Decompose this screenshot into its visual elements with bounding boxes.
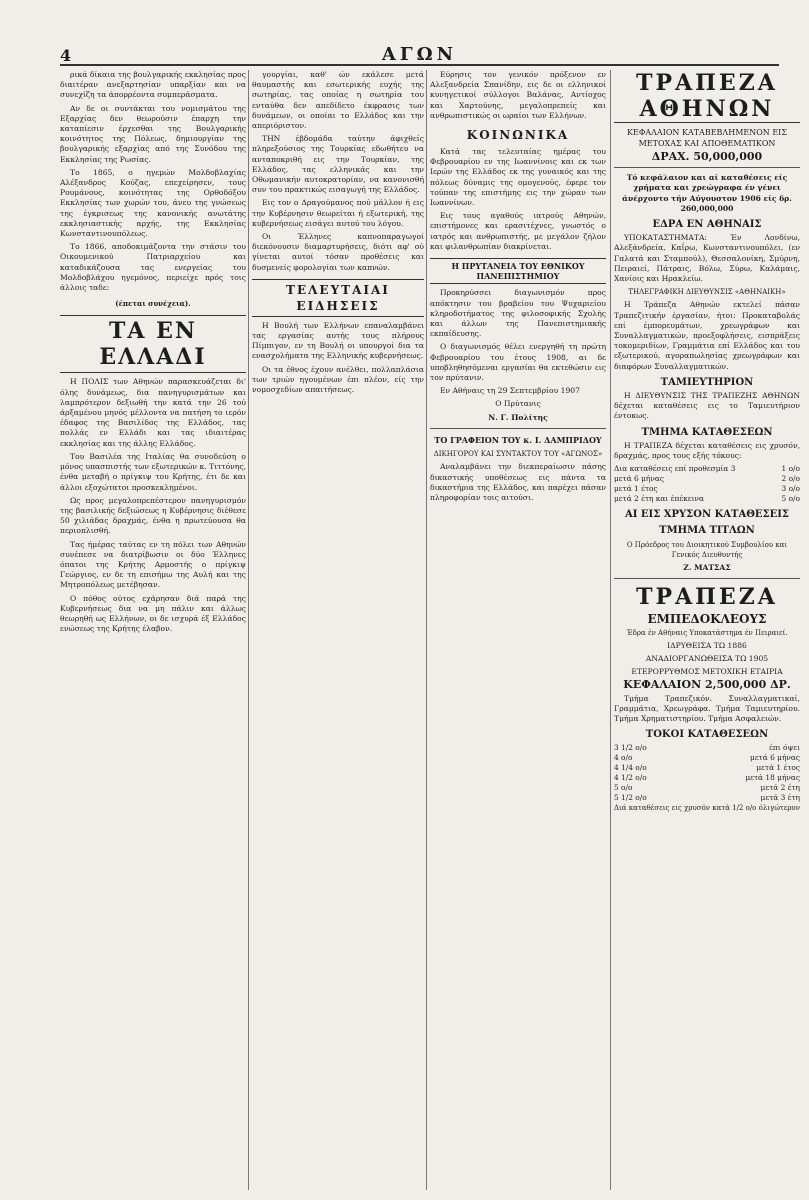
bank-athens-title: ΤΡΑΠΕΖΑ ΑΘΗΝΩΝ — [614, 70, 800, 123]
column-divider — [426, 70, 427, 1190]
paragraph: Το 1865, ο ηγεμών Μολδοβλαχίας Αλέξανδρος Κούζας, επεχείρησεν, τους Ρουμάνους, κοινότητας της Ορθοδόξου Εκκλησίας των χωρών του, άνευ της γνώσεως της έγκρισεως της κανονικής ανωτάτης εκκλησιαστικής αρχής, της Εκκλησίας Κωνσταντινουπόλεως. — [60, 167, 246, 239]
notice-heading: Η ΠΡΥΤΑΝΕΙΑ ΤΟΥ ΕΘΝΙΚΟΥ ΠΑΝΕΠΙΣΤΗΜΙΟΥ — [430, 258, 606, 284]
paragraph: Η ΤΡΑΠΕΖΑ δέχεται καταθέσεις εις χρυσόν, δραχμάς, προς τους εξής τόκους: — [614, 440, 800, 461]
bank-director: Ζ. ΜΑΤΣΑΣ — [683, 563, 731, 573]
bank-closing: Ο Πρόεδρος του Διοικητικού Συμβουλίου και Γενικός Διευθυντής — [626, 540, 788, 559]
paragraph: Η ΔΙΕΥΘΥΝΣΙΣ ΤΗΣ ΤΡΑΠΕΖΗΣ ΑΘΗΝΩΝ δέχεται καταθέσεις εις το Ταμιευτήριον έντοκως. — [614, 391, 800, 421]
header-rule — [60, 64, 779, 66]
paragraph: Η Βουλή των Ελλήνων επαναλαμβάνει τας εργασίας αυτής τους πλήρους Πίμπιγον, εν τη Βουλή οι υπουργοί δια τα ενασχολήματα της Ελληνικής κυβερνήσεως. — [252, 320, 424, 361]
bank-telegraph: ΤΗΛΕΓΡΑΦΙΚΗ ΔΙΕΥΘΥΝΣΙΣ «ΑΘΗΝΑΙΚΗ» — [628, 288, 786, 297]
paragraph: Του Βασιλέα της Ιταλίας θα συνοδεύση ο μόνος υπασπιστής των εξωτερικών κ. Τιττόνης, ένθα μεταβή ο πρίγκιψ του Κρήτης, έτι δε και άλλοι εξοχώτατοι προσκεκλημένοι. — [60, 451, 246, 492]
bank2-footer: Διά καταθέσεις εις χρυσόν κατά 1/2 ο/ο όλιγώτερον — [614, 804, 800, 813]
titles-heading: ΤΜΗΜΑ ΤΙΤΛΩΝ — [659, 525, 755, 537]
column-4-ads — [614, 70, 800, 1190]
section-heading: ΤΕΛΕΥΤΑΙΑΙ ΕΙΔΗΣΕΙΣ — [252, 279, 424, 317]
rate-row: μετά 6 μήνας 2 ο/ο — [614, 474, 800, 484]
paragraph: ρικά δίκαια της βουλγαρικής εκκλησίας προς διαιτέραν ανεξαρτησίαν υπαρξίαν και να συνεχίζη τα άπορρέοντα συμπεράσματα. — [60, 70, 246, 100]
savings-heading: ΤΑΜΙΕΥΤΗΡΙΟΝ — [660, 376, 754, 388]
bank2-reorg: ΑΝΑΔΙΟΡΓΑΝΩΘΕΙΣΑ ΤΩ 1905 — [645, 653, 769, 663]
paragraph: Οι Έλληνες καπνοπαραγωγοί διεκόνουσιν διαμαρτυρήσεις, διότι αφ' ού γίνεται αυτοί τόσαν προθέσεις και δυσμενείς φορολογίαι των καπνών. — [252, 232, 424, 272]
rate-row: 4 ο/ο μετά 6 μήνας — [614, 753, 800, 763]
bank-empedokleous-title: ΤΡΑΠΕΖΑ — [636, 584, 778, 611]
rate-row: 4 1/2 ο/ο μετά 18 μήνας — [614, 773, 800, 783]
gold-deposits-heading: ΑΙ ΕΙΣ ΧΡΥΣΟΝ ΚΑΤΑΘΕΣΕΙΣ — [624, 509, 789, 521]
paragraph: Ο διαγωνισμός θέλει ενεργηθή τη πρώτη Φεβρουαρίου του έτους 1908, αι δε υποβληθησόμεναι εργασίαι θα εκτεθώσιν εις τον πρύτανιν. — [430, 342, 606, 383]
divider — [614, 167, 800, 168]
column-divider — [610, 70, 611, 1190]
masthead: ΑΓΩΝ — [381, 44, 458, 65]
paragraph: Προκηρύσσει διαγωνισμόν προς απόκτησιν του βραβείου του Ψυχαριείου κληροδοτήματος της φιλοσοφικής Σχολής και άλλων της Πανεπιστημιακής εκπαίδευσης. — [430, 288, 606, 339]
divider — [614, 578, 800, 579]
section-heading: ΤΑ ΕΝ ΕΛΛΑΔΙ — [60, 315, 246, 373]
paragraph: Η Τράπεζα Αθηνών εκτελεί πάσαν Τραπεζιτικήν έργασίαν, ήτοι: Προκαταβολάς επί έμπορευμάτων, χρεωγράφων και Συναλλαγματικών, προεξοφλήσεις, εισπράξεις τοκομεριδίων, Γραμμάτια επί Ελλάδος και του εξωτερικού, αγοραπωλησίας χρεωγράφων και διαφόρων Συναλλαγματικών. — [614, 300, 800, 371]
rate-row: 5 ο/ο μετά 2 έτη — [614, 783, 800, 793]
rate-row: Δια καταθέσεις επί προθεσμία 3 1 ο/ο — [614, 464, 800, 474]
paragraph: Αναλαμβάνει την διεκπεραίωσιν πάσης δικαστικής υποθέσεως εις πάντα τα δικαστήρια της Ελλάδος, και παρέχει πάσαν πληροφορίαν τοις αιτούσι. — [430, 462, 606, 502]
office-heading: ΤΟ ΓΡΑΦΕΙΟΝ ΤΟΥ κ. Ι. ΔΑΜΠΡΙΔΟΥ — [434, 434, 602, 445]
bank-note: Τό κεφάλαιον και αί καταθέσεις είς χρήματα και χρεώγραφα έν γένει άνέρχοντο τήν Αύγουστον 1906 είς δρ. 260,000,000 — [622, 173, 792, 213]
rate-row: μετά 2 έτη και έπέκεινα 5 ο/ο — [614, 494, 800, 504]
paragraph: γουργίαι, καθ' ών εκάλεσε μετά θαυμαστής και εσωτερικής ευχής της σωτηρίας, τας οποίας η σωτηρία του ενταύθα δεν απεδίδετο έκφρασις των δυνάμεων, οι οποίαι το Ελλάδος και την απεριόριστον. — [252, 70, 424, 131]
paragraph: Ως προς μεγαλοπρεπέστερον πανηγυρισμόν της βασιλικής δεξιώσεως η Κυβέρνησις διέθεσε 50 χιλιάδας δραχμάς, ένθα η πρωτεύουσα θα περιοπλισθή. — [60, 495, 246, 536]
section-heading: ΚΟΙΝΩΝΙΚΑ — [466, 128, 570, 143]
column-1 — [60, 70, 246, 1190]
paragraph: Αν δε οι συντάκται του νομισμάτου της Εξαρχίας δεν θεωρούσιν έπαρχη την καταπίεσιν έρχεσθαι της Βουλγαρικής κοινότητος της Πόλεως, δημιουργίαν της βουλγαρικής εξαρχίας από της Συνόδου της Εκκλησίας της Ρωσίας. — [60, 103, 246, 164]
bank2-capital: ΚΕΦΑΛΑΙΟΝ 2,500,000 ΔΡ. — [623, 678, 791, 692]
paragraph: Οι τα έθνος έχουν ανέλθει, πολλαπλάσια των τριών ηγουμένων έπι πλέον, είς την νομοσχεδίων απαιτήσεως. — [252, 364, 424, 395]
page-number: 4 — [60, 46, 72, 65]
paragraph: Τας ήμέρας ταύτας εν τη πόλει των Αθηνών συνέπεσε να διατρίβωσιν οι δύο Έλληνες όπατοι της Κρήτης Αρμοστής ο πρίγκιψ Γεώργιος, εν δε τη επισήμω της Αυλή και της Μητροπόλεως μετέβησαν. — [60, 539, 246, 590]
paragraph: ΥΠΟΚΑΤΑΣΤΗΜΑΤΑ: Έν Λονδίνω, Αλεξάνδρεία, Καΐρω, Κωνσταντινουπόλει, (εν Γαλατά και Σταμπούλ), Θεσσαλονίκη, Σμύρνη, Πειραιεί, Πάτραις, Βόλω, Σύρω, Καλάμαις, Χανίοις και Ηρακλείω. — [614, 233, 800, 284]
divider — [430, 428, 606, 429]
signature-label: Ο Πρύτανις — [495, 399, 541, 409]
bank-seat: ΕΔΡΑ ΕΝ ΑΘΗΝΑΙΣ — [652, 219, 762, 231]
bank2-address: Έδρα έν Αθήναις Υποκατάστημα έν Πειραιεί. — [626, 628, 788, 637]
bank2-type: ΕΤΕΡΟΡΡΥΘΜΟΣ ΜΕΤΟΧΙΚΗ ΕΤΑΙΡΙΑ — [631, 667, 783, 677]
paragraph: Εις τους αγαθούς ιατρούς Αθηνών, επιστήμονες και ερασιτέχνες, γνωστός ο ιατρός και ανθρωπιστής, με μεγάλον ζήλον και φιλανθρωπίαν διακρίνεται. — [430, 211, 606, 251]
column-divider — [248, 70, 249, 1190]
bank-empedokleous-subtitle: ΕΜΠΕΔΟΚΛΕΟΥΣ — [647, 612, 767, 627]
paragraph: ΤΗΝ έβδομάδα ταύτην άφιχθείς πληρεξούσιος της Τουρκίας εδωθήτευ να ανταποκριθή εις την Τουρκίαν, της Ελλάδος, τας ελληνικάς και την Οθωμανικήν αυτοκρατορίαν, να κανονισθή συν του πρακτικώς εισαγωγή της Ελλάδος. — [252, 134, 424, 195]
paragraph: Η ΠΟΛΙΣ των Αθηνών παρασκευάζεται δι' όλης δυνάμεως, δια πανηγυρισμάτων και λαμπρότερον δεξιωθή την κατά την 26 τού άρξαμένου μηνός μέλλοντα να πατήση το ιερόν έδαφος της Βασιλίδος της Ελλάδος, τας πολλάς εν Ελλάδι και τας ιδιαιτέρας εκκλησίας και της άλλης Ελλάδος. — [60, 377, 246, 448]
bank-capital-label: ΚΕΦΑΛΑΙΟΝ ΚΑΤΑΒΕΒΛΗΜΕΝΟΝ ΕΙΣ ΜΕΤΟΧΑΣ ΚΑΙ ΑΠΟΘΕΜΑΤΙΚΟΝ — [627, 128, 787, 148]
continued-note: (έπεται συνέχεια). — [115, 299, 191, 309]
bank-capital: ΔΡΑΧ. 50,000,000 — [651, 150, 763, 163]
paragraph: Τμήμα Τραπεζικόν. Συναλλαγματικαί, Γραμμάτια, Χρεωγράφα. Τμήμα Ταμιευτηρίου. Τμήμα Χρηματιστηρίου. Τμήμα Ασφαλειών. — [614, 693, 800, 723]
rate-row: 4 1/4 ο/ο μετά 1 έτος — [614, 763, 800, 773]
bank2-founded: ΙΔΡΥΘΕΙΣΑ ΤΩ 1886 — [667, 640, 747, 650]
paragraph: Το 1866, αποδοκιμάζοντα την στάσιν του Οικουμενικού Πατριαρχείου και καταδικάζουσα τας ενεργείας του Μολδοβλάχου ηγεμόνος, περιείχε πρός τοις άλλοις ταδε: — [60, 242, 246, 293]
rate-row: 5 1/2 ο/ο μετά 3 έτη — [614, 793, 800, 803]
paragraph: Εύρησις τον γενικόν πρόξενον εν Αλεξανδρεία Σπανίδην, εις δε οι ελληνικοί κυνηγετικοί σύλλογοι Βαλάνας, Αντίοχος και Χαρτούνης, μεγαλοπρεπείς και ανθρωπιστικώς οι ωραίοι των Ελλήνων. — [430, 70, 606, 120]
rate-row: 3 1/2 ο/ο έπι όψει — [614, 743, 800, 753]
paragraph: Εις τον ο Δραγούμανος πού μάλλον ή εις την Κυβέρνησιν θεωρείται ή εξωτερική, της κυβερνήσεως εισάγει αυτού του λόγου. — [252, 198, 424, 228]
paragraph: Ο πόθος ούτος εχάρησαν διά παρά της Κυβερνήσεως δια να μη πάλιν και άλλως θεωρηθή ως Ελλήνων, οι δε ισχυρά έξ Ελλάδος ενώσεως της Κρήτης έλαβον. — [60, 593, 246, 634]
office-subtitle: ΔΙΚΗΓΟΡΟΥ ΚΑΙ ΣΥΝΤΑΚΤΟΥ ΤΟΥ «ΑΓΩΝΟΣ» — [433, 450, 603, 459]
signature-name: Ν. Γ. Πολίτης — [488, 412, 548, 422]
paragraph: Εν Αθήναις τη 29 Σεπτεμβρίου 1907 — [440, 386, 580, 396]
column-2 — [252, 70, 424, 1190]
deposits-heading: ΤΜΗΜΑ ΚΑΤΑΘΕΣΕΩΝ — [641, 426, 773, 438]
interest-heading: ΤΟΚΟΙ ΚΑΤΑΘΕΣΕΩΝ — [645, 729, 769, 741]
column-3 — [430, 70, 606, 1190]
page-header — [60, 8, 779, 68]
paragraph: Κατά τας τελευταίας ημέρας του Φεβρουαρίου εν της Ιωαννίνοις και εκ των Ιερών της Ελλάδος εκ της γυναικός και της πόλεως δύναμις της ομογενούς, έφερε τον τούπαν της επιστήμης εις την χώραν των Ιωαννίνων. — [430, 147, 606, 208]
rate-row: μετά 1 έτος 3 ο/ο — [614, 484, 800, 494]
